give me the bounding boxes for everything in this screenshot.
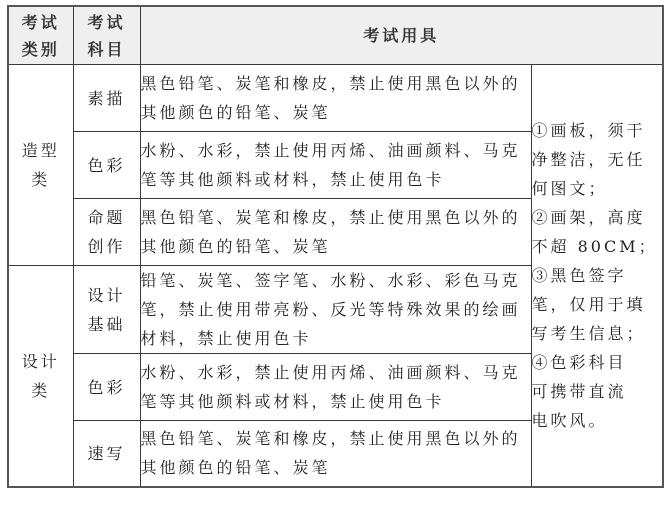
table-row [8, 65, 663, 132]
tools-cell: 水粉、水彩，禁止使用丙烯、油画颜料、马克笔等其他颜料或材料，禁止使用色卡 [140, 132, 531, 199]
subject-cell: 速写 [73, 421, 140, 487]
tools-cell: 黑色铅笔、炭笔和橡皮，禁止使用黑色以外的其他颜色的铅笔、炭笔 [140, 65, 531, 132]
subject-cell: 设计 基础 [73, 266, 140, 354]
category-cell-design: 设计 类 [8, 266, 73, 487]
subject-cell: 色彩 [73, 132, 140, 199]
tools-cell: 黑色铅笔、炭笔和橡皮，禁止使用黑色以外的其他颜色的铅笔、炭笔 [140, 421, 531, 487]
header-exam-subject: 考试 科目 [73, 6, 140, 65]
subject-cell: 命题 创作 [73, 199, 140, 266]
header-row [8, 6, 663, 65]
tools-cell: 水粉、水彩，禁止使用丙烯、油画颜料、马克笔等其他颜料或材料，禁止使用色卡 [140, 354, 531, 421]
header-exam-category: 考试 类别 [8, 6, 73, 65]
tools-cell: 黑色铅笔、炭笔和橡皮，禁止使用黑色以外的其他颜色的铅笔、炭笔 [140, 199, 531, 266]
exam-tools-table [7, 5, 664, 488]
common-notes-cell: ①画板，须干 净整洁，无任 何图文； ②画架，高度 不超 80CM； ③黑色签字 笔，仅用于填 写考生信息； ④色彩科目 可携带直流 电吹风。 [531, 65, 663, 487]
header-exam-tools: 考试用具 [140, 6, 663, 65]
subject-cell: 色彩 [73, 354, 140, 421]
tools-cell: 铅笔、炭笔、签字笔、水粉、水彩、彩色马克笔，禁止使用带亮粉、反光等特殊效果的绘画材料，禁止使用色卡 [140, 266, 531, 354]
category-cell-modeling: 造型 类 [8, 65, 73, 266]
subject-cell: 素描 [73, 65, 140, 132]
